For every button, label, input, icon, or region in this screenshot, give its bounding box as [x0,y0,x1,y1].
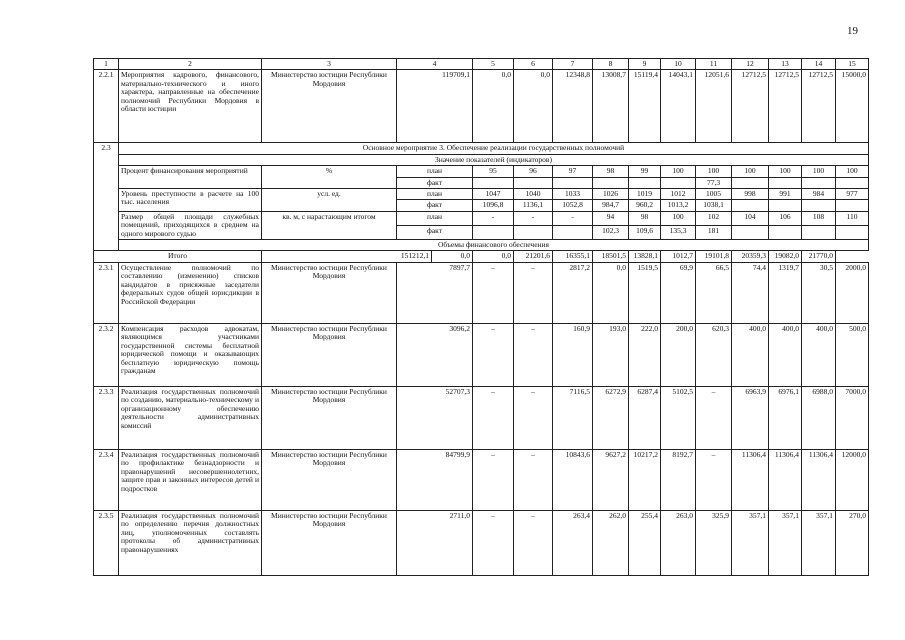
total-value: 19101,8 [696,251,732,262]
value-cell: 2711,0 [397,510,473,575]
indicator-name: Размер общей площади служебных помещений, приходящихся в среднем на одного мирового судью [119,211,262,239]
indicator-unit: кв. м, с нарастающим итогом [262,211,397,239]
total-value: 0,0 [432,251,473,262]
value-cell: 1319,7 [769,262,802,323]
row-executor: Министерство юстиции Республики Мордовия [262,70,397,143]
program-table [93,58,869,576]
total-value: 0,0 [473,251,514,262]
header-cell: 2 [119,59,262,70]
section-row [94,143,869,154]
value-cell: 6287,4 [629,386,661,449]
value-cell: 222,0 [629,323,661,386]
value-cell: – [514,510,553,575]
plan-value: 106 [769,211,802,225]
row-code: 2.3.2 [94,323,119,386]
header-cell: 4 [397,59,473,70]
fact-value [836,200,869,211]
value-cell: 270,0 [836,510,869,575]
value-cell: 13008,7 [593,70,629,143]
plan-value: 108 [802,211,836,225]
indicator-name: Уровень преступности в расчете на 100 тыс. населения [119,189,262,212]
header-cell: 7 [553,59,593,70]
plan-label: план [397,211,473,225]
fact-value [593,177,629,188]
row-name: Компенсация расходов адвокатам, являющимся участниками государственной системы бесплатной юридической помощи и оказывающих бесплатную юридическую помощь гражданам [119,323,262,386]
value-cell: 6988,0 [802,386,836,449]
fact-value [553,177,593,188]
value-cell: 0,0 [473,70,514,143]
value-cell: 193,0 [593,323,629,386]
table-row [94,449,869,510]
header-cell: 11 [696,59,732,70]
value-cell: 255,4 [629,510,661,575]
value-cell: 3096,2 [397,323,473,386]
plan-value: 100 [836,166,869,177]
row-executor: Министерство юстиции Республики Мордовия [262,449,397,510]
table-row [94,510,869,575]
value-cell: 69,9 [661,262,696,323]
table-row [94,386,869,449]
row-name: Реализация государственных полномочий по определению перечня должностных лиц, уполномоченных составлять протоколы об административных правонарушениях [119,510,262,575]
value-cell: 12712,5 [769,70,802,143]
fact-value [802,225,836,239]
fact-value [514,225,553,239]
total-value: 18501,5 [593,251,629,262]
value-cell: 7000,0 [836,386,869,449]
plan-value: 98 [629,211,661,225]
section-code: 2.3 [94,143,119,251]
plan-value: 100 [732,166,769,177]
value-cell: – [696,449,732,510]
row-code: 2.3.4 [94,449,119,510]
fact-value: 1052,8 [553,200,593,211]
fact-value [836,225,869,239]
table-row [94,262,869,323]
row-code: 2.2.1 [94,70,119,143]
header-cell: 5 [473,59,514,70]
plan-value: - [514,211,553,225]
value-cell: 620,3 [696,323,732,386]
value-cell: 400,0 [732,323,769,386]
value-cell: – [514,449,553,510]
total-value: 151212,1 [262,251,432,262]
value-cell: 11306,4 [769,449,802,510]
fact-label: факт [397,225,473,239]
value-cell: 12348,8 [553,70,593,143]
value-cell: – [473,449,514,510]
indicators-title: Значение показателей (индикаторов) [119,154,869,165]
total-value: 16355,1 [553,251,593,262]
fact-value [802,200,836,211]
total-value: 13828,1 [629,251,661,262]
finance-title-row [94,240,869,251]
row-code: 2.3.1 [94,262,119,323]
header-cell: 10 [661,59,696,70]
header-cell: 14 [802,59,836,70]
value-cell: 357,1 [732,510,769,575]
value-cell: 9627,2 [593,449,629,510]
fact-label: факт [397,177,473,188]
value-cell: 12712,5 [802,70,836,143]
value-cell: – [473,386,514,449]
indicator-unit: усл. ед. [262,189,397,212]
plan-value: 94 [593,211,629,225]
value-cell: 2817,2 [553,262,593,323]
fact-value [473,225,514,239]
value-cell: – [514,386,553,449]
plan-value: 1019 [629,189,661,200]
fact-value [661,177,696,188]
section-title: Основное мероприятие 3. Обеспечение реализации государственных полномочий [119,143,869,154]
value-cell: 5102,5 [661,386,696,449]
fact-value [629,177,661,188]
total-value: 21201,6 [514,251,553,262]
plan-value: 977 [836,189,869,200]
indicators-title-row [94,154,869,165]
fact-value [769,225,802,239]
value-cell: 262,0 [593,510,629,575]
plan-value: 104 [732,211,769,225]
plan-label: план [397,189,473,200]
value-cell: 15119,4 [629,70,661,143]
table-row [94,70,869,143]
table-row [94,323,869,386]
value-cell: – [473,262,514,323]
plan-value: 96 [514,166,553,177]
value-cell: 0,0 [593,262,629,323]
fact-value [802,177,836,188]
plan-value: 984 [802,189,836,200]
fact-value [553,225,593,239]
fact-value [732,177,769,188]
row-executor: Министерство юстиции Республики Мордовия [262,323,397,386]
value-cell: 400,0 [802,323,836,386]
row-name: Осуществление полномочий по составлению (изменению) списков кандидатов в присяжные заседатели федеральных судов общей юрисдикции в Российской Федерации [119,262,262,323]
fact-value: 181 [696,225,732,239]
value-cell: – [514,262,553,323]
plan-value: 1005 [696,189,732,200]
value-cell: 84799,9 [397,449,473,510]
header-row [94,59,869,70]
value-cell: 14043,1 [661,70,696,143]
plan-value: 102 [696,211,732,225]
fact-value: 102,3 [593,225,629,239]
total-value: 19082,0 [769,251,802,262]
indicator-plan-row [94,211,869,225]
row-code: 2.3.3 [94,386,119,449]
fact-label: факт [397,200,473,211]
plan-value: 1012 [661,189,696,200]
fact-value: 135,3 [661,225,696,239]
plan-value: 998 [732,189,769,200]
plan-value: 100 [696,166,732,177]
value-cell: 11306,4 [732,449,769,510]
fact-value: 960,2 [629,200,661,211]
value-cell: 12000,0 [836,449,869,510]
plan-value: 100 [769,166,802,177]
header-cell: 12 [732,59,769,70]
header-cell: 1 [94,59,119,70]
plan-value: 98 [593,166,629,177]
value-cell: 325,9 [696,510,732,575]
row-name: Реализация государственных полномочий по профилактике безнадзорности и правонарушений несовершеннолетних, защите прав и законных интересов детей и подростков [119,449,262,510]
plan-value: 100 [802,166,836,177]
value-cell: 10843,6 [553,449,593,510]
fact-value [732,225,769,239]
value-cell: 1519,5 [629,262,661,323]
total-value: 20359,3 [732,251,769,262]
total-value: 1012,7 [661,251,696,262]
value-cell: 52707,3 [397,386,473,449]
value-cell: – [473,510,514,575]
value-cell: 0,0 [514,70,553,143]
plan-value: - [473,211,514,225]
value-cell: 200,0 [661,323,696,386]
plan-value: 95 [473,166,514,177]
value-cell: 357,1 [769,510,802,575]
total-label: Итого [94,251,262,262]
total-value: 21770,0 [802,251,836,262]
plan-label: план [397,166,473,177]
value-cell: 2000,0 [836,262,869,323]
value-cell: 357,1 [802,510,836,575]
value-cell: 8192,7 [661,449,696,510]
header-cell: 9 [629,59,661,70]
plan-value: 1047 [473,189,514,200]
value-cell: 6963,9 [732,386,769,449]
plan-value: 991 [769,189,802,200]
indicator-plan-row [94,189,869,200]
value-cell: 30,5 [802,262,836,323]
plan-value: 1033 [553,189,593,200]
value-cell: 74,4 [732,262,769,323]
value-cell: 12712,5 [732,70,769,143]
value-cell: 6272,9 [593,386,629,449]
row-code: 2.3.5 [94,510,119,575]
indicator-unit: % [262,166,397,189]
plan-value: - [553,211,593,225]
value-cell: 15000,0 [836,70,869,143]
value-cell: – [696,386,732,449]
row-executor: Министерство юстиции Республики Мордовия [262,262,397,323]
header-cell: 15 [836,59,869,70]
fact-value: 1038,1 [696,200,732,211]
fact-value [769,177,802,188]
fact-value [514,177,553,188]
row-name: Реализация государственных полномочий по созданию, материально-техническому и организационному обеспечению деятельности административных комиссий [119,386,262,449]
value-cell: 12051,6 [696,70,732,143]
plan-value: 1040 [514,189,553,200]
row-executor: Министерство юстиции Республики Мордовия [262,510,397,575]
fact-value: 77,3 [696,177,732,188]
value-cell: 400,0 [769,323,802,386]
fact-value [836,177,869,188]
page-number: 19 [847,25,858,37]
value-cell: 119709,1 [397,70,473,143]
fact-value [732,200,769,211]
header-cell: 6 [514,59,553,70]
fact-value: 109,6 [629,225,661,239]
value-cell: – [473,323,514,386]
header-cell: 3 [262,59,397,70]
plan-value: 99 [629,166,661,177]
plan-value: 100 [661,211,696,225]
value-cell: 6976,1 [769,386,802,449]
plan-value: 1026 [593,189,629,200]
value-cell: 11306,4 [802,449,836,510]
row-name: Мероприятия кадрового, финансового, материально-технического и иного характера, направленные на обеспечение полномочий Республики Мордовия в области юстиции [119,70,262,143]
value-cell: 500,0 [836,323,869,386]
fact-value: 1096,8 [473,200,514,211]
indicator-name: Процент финансирования мероприятий [119,166,262,189]
plan-value: 100 [661,166,696,177]
plan-value: 97 [553,166,593,177]
header-cell: 8 [593,59,629,70]
value-cell: – [514,323,553,386]
total-row [94,251,869,262]
header-cell: 13 [769,59,802,70]
value-cell: 160,9 [553,323,593,386]
value-cell: 66,5 [696,262,732,323]
value-cell: 7116,5 [553,386,593,449]
plan-value: 110 [836,211,869,225]
fact-value [473,177,514,188]
fact-value [769,200,802,211]
finance-title: Объемы финансового обеспечения [119,240,869,251]
value-cell: 263,4 [553,510,593,575]
fact-value: 984,7 [593,200,629,211]
fact-value: 1013,2 [661,200,696,211]
indicator-plan-row [94,166,869,177]
value-cell: 10217,2 [629,449,661,510]
fact-value: 1136,1 [514,200,553,211]
row-executor: Министерство юстиции Республики Мордовия [262,386,397,449]
value-cell: 263,0 [661,510,696,575]
value-cell: 7897,7 [397,262,473,323]
